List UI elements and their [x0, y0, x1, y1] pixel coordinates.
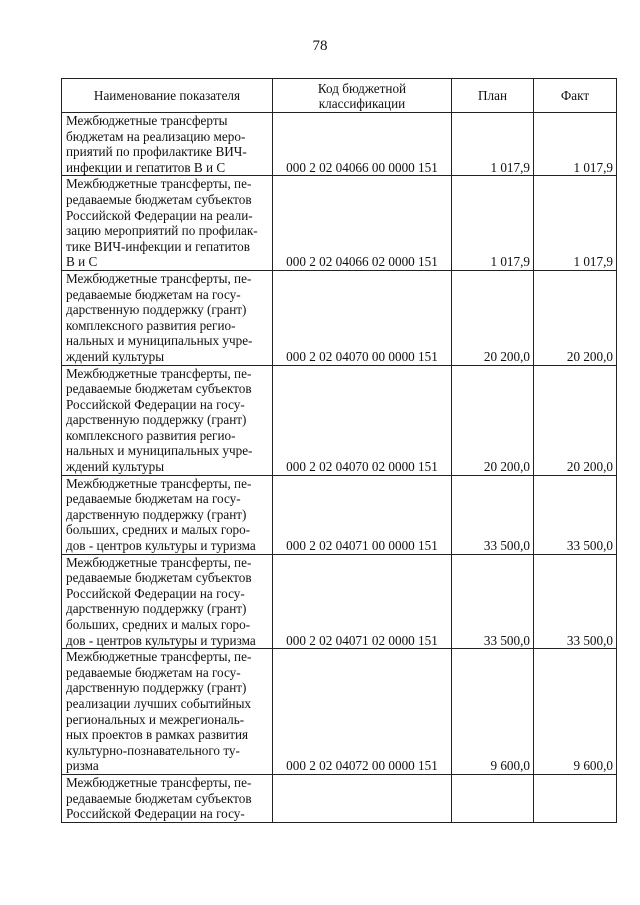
- plan-value-cell: [452, 774, 534, 822]
- indicator-name-cell: [62, 554, 273, 649]
- table-row: [62, 176, 617, 271]
- table-row: [62, 774, 617, 822]
- indicator-name-cell: [62, 270, 273, 365]
- indicator-name-line: Межбюджетные трансферты: [66, 113, 228, 128]
- indicator-name-cell: [62, 649, 273, 775]
- budget-code-cell: 000 2 02 04070 00 0000 151: [273, 270, 452, 365]
- table-row: [62, 365, 617, 475]
- indicator-name-line: редаваемые бюджетам субъектов: [66, 191, 252, 207]
- fact-value-cell: 1 017,9: [534, 176, 617, 271]
- fact-value-cell: 20 200,0: [534, 270, 617, 365]
- indicator-name-line: нальных и муниципальных учре-: [66, 333, 253, 349]
- budget-code-cell: 000 2 02 04070 02 0000 151: [273, 365, 452, 475]
- header-name: Наименование показателя: [62, 79, 273, 113]
- indicator-name-line: Российской Федерации на реали-: [66, 207, 253, 223]
- indicator-name-line: Межбюджетные трансферты, пе-: [66, 554, 252, 570]
- indicator-name-line: зацию мероприятий по профилак-: [66, 223, 258, 239]
- plan-value-cell: 9 600,0: [452, 649, 534, 775]
- indicator-name-line: Межбюджетные трансферты, пе-: [66, 270, 252, 286]
- header-fact: Факт: [534, 79, 617, 113]
- table-row: [62, 270, 617, 365]
- indicator-name-line: инфекции и гепатитов В и С: [66, 159, 226, 175]
- indicator-name-line: больших, средних и малых горо-: [66, 522, 251, 538]
- indicator-name-line: тике ВИЧ-инфекции и гепатитов: [66, 238, 250, 254]
- indicator-name-line: ных проектов в рамках развития: [66, 727, 249, 743]
- budget-code-cell: 000 2 02 04066 00 0000 151: [273, 113, 452, 176]
- indicator-name-line: Межбюджетные трансферты, пе-: [66, 774, 252, 790]
- indicator-name-line: региональных и межрегиональ-: [66, 711, 245, 727]
- indicator-name-line: редаваемые бюджетам на госу-: [66, 491, 241, 507]
- table-row: [62, 475, 617, 554]
- fact-value-cell: 1 017,9: [534, 113, 617, 176]
- indicator-name-line: дарственную поддержку (грант): [66, 680, 247, 696]
- indicator-name-line: комплексного развития регио-: [66, 427, 236, 443]
- indicator-name-line: культурно-познавательного ту-: [66, 742, 240, 758]
- table-row: [62, 554, 617, 649]
- indicator-name-line: В и С: [66, 254, 98, 270]
- indicator-name-line: Межбюджетные трансферты, пе-: [66, 365, 252, 381]
- plan-value-cell: 1 017,9: [452, 113, 534, 176]
- table-header-row: [62, 79, 617, 113]
- header-code: [273, 79, 452, 113]
- indicator-name-line: Российской Федерации на госу-: [66, 396, 245, 412]
- indicator-name-line: комплексного развития регио-: [66, 317, 236, 333]
- indicator-name-line: Межбюджетные трансферты, пе-: [66, 176, 252, 192]
- page-number: 78: [312, 38, 328, 54]
- budget-code-cell: 000 2 02 04071 00 0000 151: [273, 475, 452, 554]
- table-row: [62, 113, 617, 176]
- indicator-name-line: редаваемые бюджетам субъектов: [66, 790, 252, 806]
- indicator-name-line: Межбюджетные трансферты, пе-: [66, 475, 252, 491]
- fact-value-cell: 9 600,0: [534, 649, 617, 775]
- fact-value-cell: 20 200,0: [534, 365, 617, 475]
- indicator-name-line: Межбюджетные трансферты, пе-: [66, 649, 252, 665]
- indicator-name-line: больших, средних и малых горо-: [66, 617, 251, 632]
- indicator-name-line: дарственную поддержку (грант): [66, 506, 247, 522]
- indicator-name-line: ждений культуры: [66, 459, 165, 475]
- indicator-name-line: бюджетам на реализацию меро-: [66, 128, 246, 144]
- indicator-name-line: дарственную поддержку (грант): [66, 601, 247, 617]
- plan-value-cell: 33 500,0: [452, 554, 534, 649]
- indicator-name-line: Российской Федерации на госу-: [66, 806, 245, 822]
- indicator-name-line: дов - центров культуры и туризма: [66, 632, 256, 648]
- indicator-name-line: ждений культуры: [66, 348, 165, 364]
- indicator-name-line: редаваемые бюджетам субъектов: [66, 381, 252, 397]
- header-plan: План: [452, 79, 534, 113]
- plan-value-cell: 20 200,0: [452, 365, 534, 475]
- table-row: [62, 649, 617, 775]
- indicator-name-line: ризма: [66, 758, 99, 774]
- indicator-name-cell: [62, 365, 273, 475]
- budget-code-cell: 000 2 02 04072 00 0000 151: [273, 649, 452, 775]
- budget-code-cell: 000 2 02 04071 02 0000 151: [273, 554, 452, 649]
- indicator-name-line: редаваемые бюджетам на госу-: [66, 286, 241, 302]
- indicator-name-line: редаваемые бюджетам субъектов: [66, 570, 252, 586]
- indicator-name-line: Российской Федерации на госу-: [66, 585, 245, 601]
- fact-value-cell: [534, 774, 617, 822]
- indicator-name-line: дарственную поддержку (грант): [66, 412, 247, 428]
- plan-value-cell: 20 200,0: [452, 270, 534, 365]
- fact-value-cell: 33 500,0: [534, 554, 617, 649]
- indicator-name-cell: [62, 774, 273, 822]
- indicator-name-cell: [62, 113, 273, 176]
- fact-value-cell: 33 500,0: [534, 475, 617, 554]
- budget-code-cell: [273, 774, 452, 822]
- header-code-line: классификации: [318, 95, 406, 111]
- indicator-name-line: дарственную поддержку (грант): [66, 302, 247, 318]
- indicator-name-cell: [62, 475, 273, 554]
- plan-value-cell: 33 500,0: [452, 475, 534, 554]
- indicator-name-line: нальных и муниципальных учре-: [66, 443, 253, 459]
- header-code-line: Код бюджетной: [317, 80, 407, 96]
- indicator-name-cell: [62, 176, 273, 271]
- plan-value-cell: 1 017,9: [452, 176, 534, 271]
- indicator-name-line: дов - центров культуры и туризма: [66, 538, 256, 554]
- indicator-name-line: реализации лучших событийных: [66, 695, 252, 711]
- budget-table: [61, 78, 617, 823]
- indicator-name-line: редаваемые бюджетам на госу-: [66, 664, 241, 680]
- budget-code-cell: 000 2 02 04066 02 0000 151: [273, 176, 452, 271]
- indicator-name-line: приятий по профилактике ВИЧ-: [66, 144, 247, 160]
